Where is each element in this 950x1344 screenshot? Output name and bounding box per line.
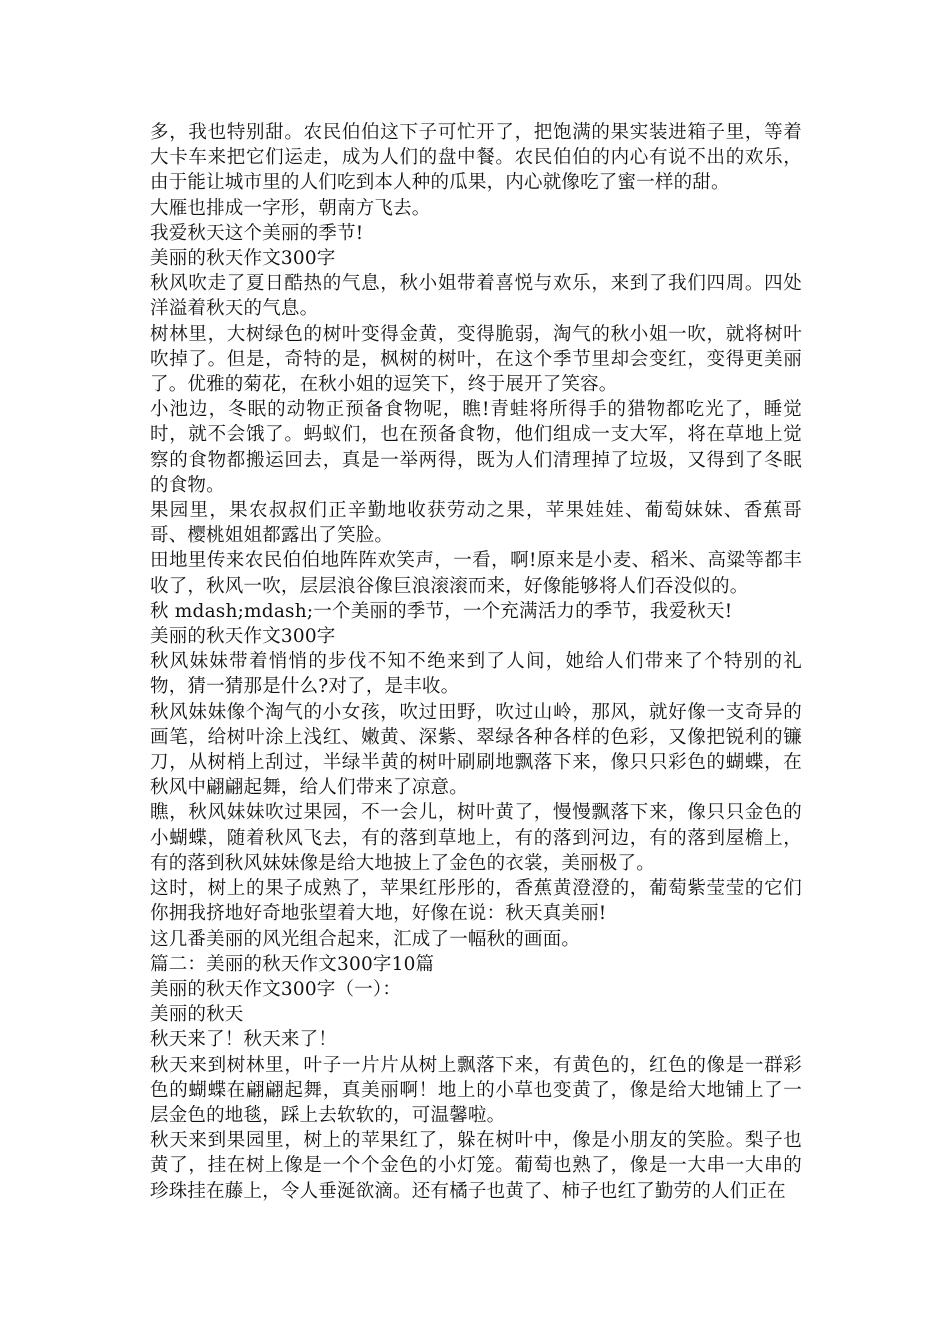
paragraph: 秋风吹走了夏日酷热的气息，秋小姐带着喜悦与欢乐，来到了我们四周。四处洋溢着秋天的气息。 <box>150 273 802 320</box>
document-page <box>150 120 802 1204</box>
paragraph: 田地里传来农民伯伯地阵阵欢笑声，一看，啊!原来是小麦、稻米、高粱等都丰收了，秋风一吹，层层浪谷像巨浪滚滚而来，好像能够将人们吞没似的。 <box>150 550 802 597</box>
paragraph: 秋天来了！秋天来了！ <box>150 1029 338 1051</box>
paragraph: 这时，树上的果子成熟了，苹果红彤彤的，香蕉黄澄澄的，葡萄紫莹莹的它们你拥我挤地好奇地张望着大地，好像在说：秋天真美丽! <box>150 878 802 925</box>
section-heading: 美丽的秋天作文300字（一）： <box>150 978 402 1000</box>
section-heading: 篇二：美丽的秋天作文300字10篇 <box>150 953 435 975</box>
section-heading: 美丽的秋天作文300字 <box>150 248 336 270</box>
paragraph: 我爱秋天这个美丽的季节! <box>150 222 364 244</box>
paragraph: 秋风妹妹像个淘气的小女孩，吹过田野，吹过山岭，那风，就好像一支奇异的画笔，给树叶涂上浅红、嫩黄、深紫、翠绿各种各样的色彩，又像把锐利的镰刀，从树梢上刮过，半绿半黄的树叶刷刷地飘落下来，像只只彩色的蝴蝶，在秋风中翩翩起舞，给人们带来了凉意。 <box>150 701 802 799</box>
section-heading: 美丽的秋天作文300字 <box>150 626 336 648</box>
paragraph: 秋天来到果园里，树上的苹果红了，躲在树叶中，像是小朋友的笑脸。梨子也黄了，挂在树上像是一个个金色的小灯笼。葡萄也熟了，像是一大串一大串的珍珠挂在藤上，令人垂涎欲滴。还有橘子也黄了、柿子也红了勤劳的人们正在 <box>150 1130 802 1202</box>
paragraph: 瞧，秋风妹妹吹过果园，不一会儿，树叶黄了，慢慢飘落下来，像只只金色的小蝴蝶，随着秋风飞去，有的落到草地上，有的落到河边，有的落到屋檐上，有的落到秋风妹妹像是给大地披上了金色的衣裳，美丽极了。 <box>150 802 802 874</box>
paragraph: 果园里，果农叔叔们正辛勤地收获劳动之果，苹果娃娃、葡萄妹妹、香蕉哥哥、樱桃姐姐都露出了笑脸。 <box>150 500 802 547</box>
paragraph: 多，我也特别甜。农民伯伯这下子可忙开了，把饱满的果实装进箱子里，等着大卡车来把它们运走，成为人们的盘中餐。农民伯伯的内心有说不出的欢乐，由于能让城市里的人们吃到本人种的瓜果，内心就像吃了蜜一样的甜。 <box>150 122 802 194</box>
paragraph: 这几番美丽的风光组合起来，汇成了一幅秋的画面。 <box>150 928 581 950</box>
paragraph: 秋天来到树林里，叶子一片片从树上飘落下来，有黄色的，红色的像是一群彩色的蝴蝶在翩翩起舞，真美丽啊！地上的小草也变黄了，像是给大地铺上了一层金色的地毯，踩上去软软的，可温馨啦。 <box>150 1054 802 1126</box>
paragraph: 小池边，冬眠的动物正预备食物呢，瞧!青蛙将所得手的猎物都吃光了，睡觉时，就不会饿了。蚂蚁们，也在预备食物，他们组成一支大军，将在草地上觉察的食物都搬运回去，真是一举两得，既为人们清理掉了垃圾，又得到了冬眠的食物。 <box>150 399 802 496</box>
paragraph: 树林里，大树绿色的树叶变得金黄，变得脆弱，淘气的秋小姐一吹，就将树叶吹掉了。但是，奇特的是，枫树的树叶，在这个季节里却会变红，变得更美丽了。优雅的菊花，在秋小姐的逗笑下，终于展开了笑容。 <box>150 323 802 396</box>
paragraph: 大雁也排成一字形，朝南方飞去。 <box>150 197 431 219</box>
paragraph: 秋 mdash;mdash;一个美丽的季节，一个充满活力的季节，我爱秋天! <box>150 600 733 622</box>
section-heading: 美丽的秋天 <box>150 1004 244 1026</box>
paragraph: 秋风妹妹带着悄悄的步伐不知不绝来到了人间，她给人们带来了个特别的礼物，猜一猜那是什么?对了，是丰收。 <box>150 651 802 698</box>
